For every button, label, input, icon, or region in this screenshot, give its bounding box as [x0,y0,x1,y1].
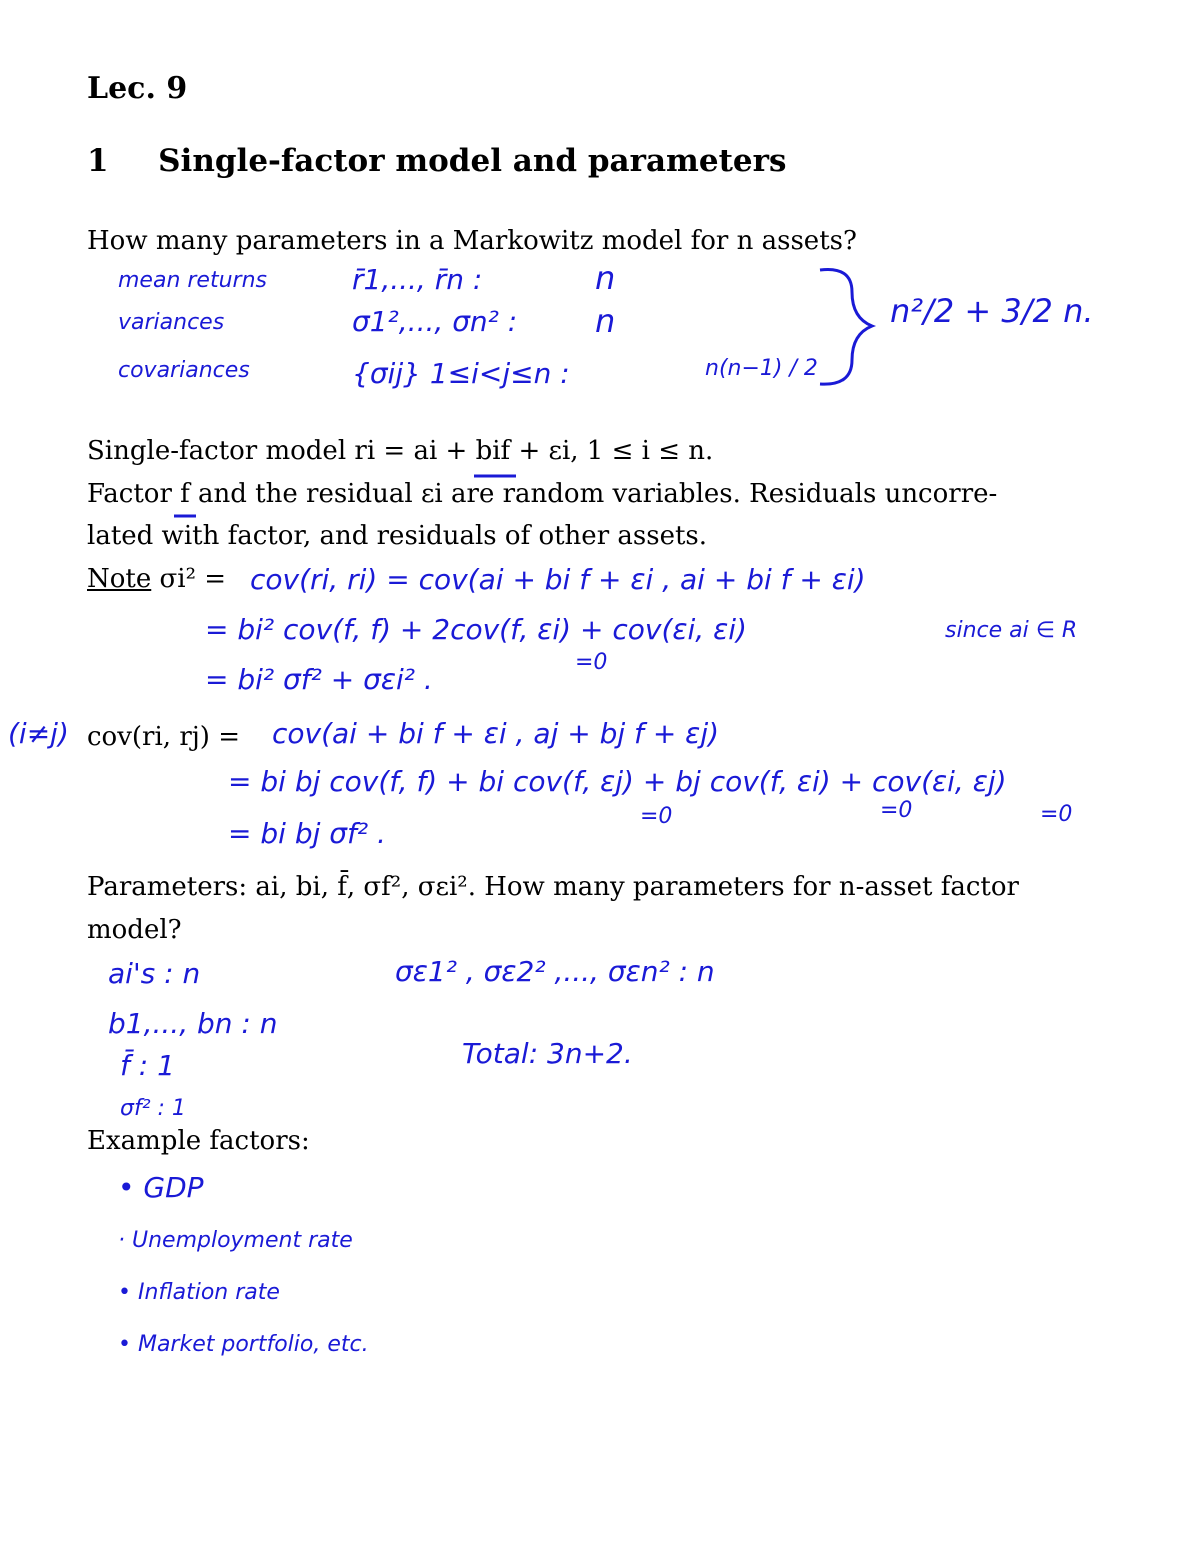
factor-text-2: lated with factor, and residuals of other assets. [87,521,708,551]
hw-mean-expr: r̄1,..., r̄n : [352,263,483,296]
hw-cov-label: covariances [118,358,250,383]
hw-var-label: variances [118,310,225,335]
hw-markowitz-total: n²/2 + 3/2 n. [890,292,1094,330]
hw-cov-count: n(n−1) / 2 [705,356,818,381]
cov-ij-expr: cov(ri, rj) = [87,722,241,752]
hw-cov-line-1: cov(ai + bi f + εi , aj + bj f + εj) [272,717,720,750]
hw-param-total: Total: 3n+2. [462,1037,633,1070]
example-item-inflation: • Inflation rate [118,1280,280,1305]
note-label: Note [87,564,152,594]
hw-note-zero: =0 [575,650,608,675]
hw-underline-mark [170,510,200,522]
section-number: 1 [87,143,109,179]
section-title: Single-factor model and parameters [158,143,787,179]
lecture-label: Lec. 9 [87,71,188,106]
hw-cov-expr: {σij} 1≤i<j≤n : [352,357,570,390]
hw-param-eps: σε1² , σε2² ,..., σεn² : n [395,955,715,988]
hw-param-f: f̄ : 1 [120,1049,175,1082]
examples-label: Example factors: [87,1126,310,1156]
hw-cov-zero-2: =0 [880,798,913,823]
hw-mean-count: n [595,259,616,297]
hw-param-b: b1,..., bn : n [108,1007,278,1040]
hw-cov-zero-1: =0 [640,804,673,829]
hw-note-line-3: = bi² σf² + σεi² . [205,663,433,696]
hw-mean-label: mean returns [118,268,267,293]
hw-param-a: ai's : n [108,957,201,990]
factor-text-1: Factor f and the residual εi are random variables. Residuals uncorre- [87,479,998,509]
note-line [87,566,226,592]
hw-note-line-1: cov(ri, ri) = cov(ai + bi f + εi , ai + bi f + εi) [250,563,866,596]
hw-cov-ij-tag: (i≠j) [8,717,69,750]
hw-note-since: since ai ∈ R [945,618,1078,643]
params-line-2: model? [87,915,182,945]
markowitz-question: How many parameters in a Markowitz model for n assets? [87,226,857,256]
hw-var-expr: σ1²,..., σn² : [352,305,518,338]
curly-brace-icon [812,262,882,392]
hw-overline-mark [470,470,520,482]
hw-cov-line-2: = bi bj cov(f, f) + bi cov(f, εj) + bj cov(f, εi) + cov(εi, εj) [228,765,1007,798]
hw-var-count: n [595,302,616,340]
hw-cov-line-3: = bi bj σf² . [228,817,386,850]
example-item-gdp: • GDP [118,1171,204,1204]
hw-note-line-2: = bi² cov(f, f) + 2cov(f, εi) + cov(εi, εi) [205,613,747,646]
params-line-1: Parameters: ai, bi, f̄, σf², σεi². How many parameters for n-asset factor [87,872,1019,902]
example-item-market: • Market portfolio, etc. [118,1332,369,1357]
model-line: Single-factor model ri = ai + bif + εi, 1 ≤ i ≤ n. [87,436,714,466]
example-item-unemployment: · Unemployment rate [118,1228,353,1253]
hw-param-sigma-f: σf² : 1 [120,1096,186,1121]
hw-cov-zero-3: =0 [1040,802,1073,827]
section-heading [87,143,787,179]
note-expr: σi² = [159,564,227,594]
